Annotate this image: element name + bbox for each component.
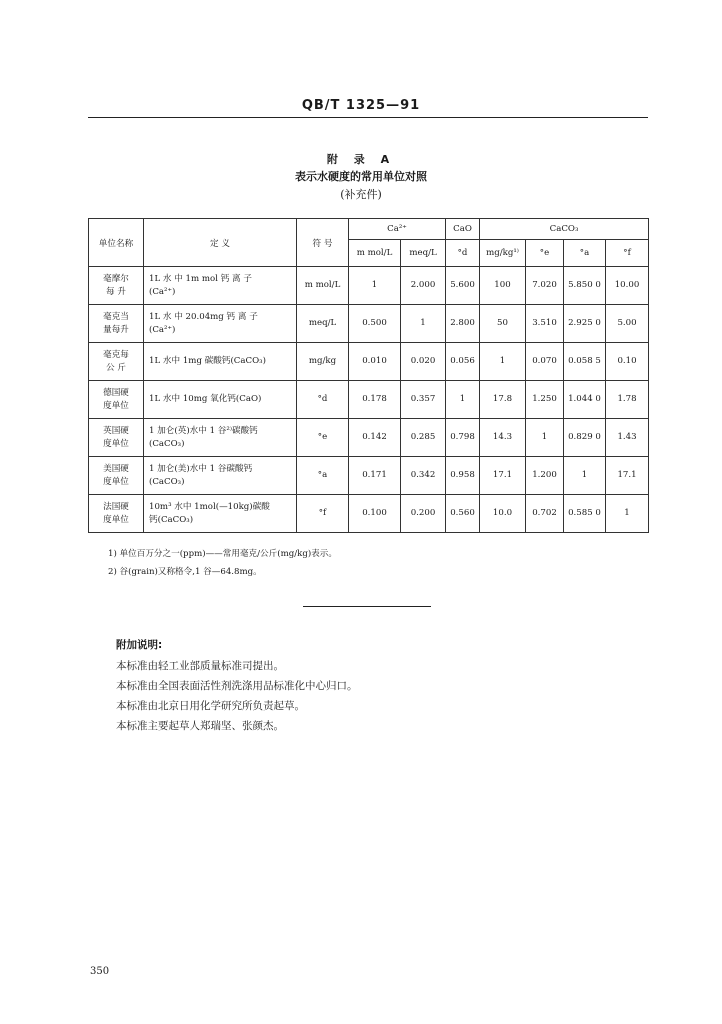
subheader-cell: °a — [564, 240, 606, 267]
table-row — [89, 381, 649, 419]
symbol-cell: °a — [297, 457, 349, 495]
value-cell: 2.925 0 — [564, 305, 606, 343]
value-cell: 0.171 — [349, 457, 401, 495]
table-row — [89, 305, 649, 343]
value-cell: 1 — [526, 419, 564, 457]
value-cell: 17.8 — [480, 381, 526, 419]
subheader-cell: °d — [446, 240, 480, 267]
value-cell: 0.702 — [526, 495, 564, 533]
value-cell: 1 — [606, 495, 649, 533]
unit-name-line: 量每升 — [103, 324, 129, 335]
unit-name-line: 度单位 — [103, 514, 129, 525]
table-row — [89, 343, 649, 381]
value-cell: 0.142 — [349, 419, 401, 457]
value-cell: 5.850 0 — [564, 267, 606, 305]
additional-note-line: 本标准由全国表面活性剂洗涤用品标准化中心归口。 — [116, 680, 358, 692]
definition-line: (Ca²⁺) — [149, 324, 176, 335]
value-cell: 0.585 0 — [564, 495, 606, 533]
value-cell: 1 — [564, 457, 606, 495]
value-cell: 2.800 — [446, 305, 480, 343]
unit-name-line: 德国硬 — [103, 387, 129, 398]
value-cell: 0.10 — [606, 343, 649, 381]
table-row — [89, 419, 649, 457]
definition-line: (CaCO₃) — [149, 476, 185, 487]
definition-cell — [144, 267, 297, 305]
subheader-cell: °f — [606, 240, 649, 267]
header-definition: 定 义 — [144, 219, 297, 267]
unit-name-line: 每 升 — [106, 286, 126, 297]
definition-line: 钙(CaCO₃) — [149, 514, 194, 525]
value-cell: 2.000 — [401, 267, 446, 305]
value-cell: 0.070 — [526, 343, 564, 381]
value-cell: 50 — [480, 305, 526, 343]
value-cell: 1 — [446, 381, 480, 419]
additional-note-line: 本标准由轻工业部质量标准司提出。 — [116, 660, 284, 672]
definition-line: 10m³ 水中 1mol(—10kg)碳酸 — [149, 501, 270, 512]
definition-line: (CaCO₃) — [149, 438, 185, 449]
symbol-cell: °e — [297, 419, 349, 457]
value-cell: 0.798 — [446, 419, 480, 457]
document-code: QB/T 1325—91 — [301, 98, 421, 113]
symbol-cell: °f — [297, 495, 349, 533]
unit-name-line: 度单位 — [103, 400, 129, 411]
value-cell: 1.78 — [606, 381, 649, 419]
footnote-1: 1) 单位百万分之一(ppm)——常用毫克/公斤(mg/kg)表示。 — [108, 549, 337, 559]
definition-cell — [144, 305, 297, 343]
annex-subtitle: (补充件) — [340, 188, 382, 201]
symbol-cell: mg/kg — [297, 343, 349, 381]
header-unit-name: 单位名称 — [89, 219, 144, 267]
definition-line: 1 加仑(美)水中 1 谷碳酸钙 — [149, 463, 253, 474]
value-cell: 0.058 5 — [564, 343, 606, 381]
value-cell: 0.500 — [349, 305, 401, 343]
unit-name-line: 毫克每 — [103, 349, 129, 360]
unit-name-cell — [89, 457, 144, 495]
value-cell: 1.250 — [526, 381, 564, 419]
unit-name-line: 美国硬 — [103, 463, 129, 474]
unit-name-line: 度单位 — [103, 476, 129, 487]
header-group-ca: Ca²⁺ — [349, 219, 446, 240]
value-cell: 100 — [480, 267, 526, 305]
value-cell: 1 — [480, 343, 526, 381]
subheader-cell: m mol/L — [349, 240, 401, 267]
footnote-2: 2) 谷(grain)又称格令,1 谷—64.8mg。 — [108, 567, 262, 577]
header-rule — [88, 117, 648, 118]
unit-name-cell — [89, 495, 144, 533]
unit-name-line: 度单位 — [103, 438, 129, 449]
header-symbol: 符 号 — [297, 219, 349, 267]
symbol-cell: meq/L — [297, 305, 349, 343]
unit-name-line: 英国硬 — [103, 425, 129, 436]
section-separator — [303, 606, 431, 607]
unit-name-cell — [89, 343, 144, 381]
unit-name-line: 毫克当 — [103, 311, 129, 322]
value-cell: 1.43 — [606, 419, 649, 457]
additional-note-line: 本标准主要起草人郑瑞坚、张颜杰。 — [116, 720, 284, 732]
value-cell: 10.0 — [480, 495, 526, 533]
value-cell: 0.200 — [401, 495, 446, 533]
value-cell: 0.342 — [401, 457, 446, 495]
header-group-caco3: CaCO₃ — [480, 219, 649, 240]
definition-cell — [144, 343, 297, 381]
unit-name-line: 法国硬 — [103, 501, 129, 512]
value-cell: 3.510 — [526, 305, 564, 343]
definition-cell — [144, 381, 297, 419]
value-cell: 0.958 — [446, 457, 480, 495]
value-cell: 17.1 — [606, 457, 649, 495]
annex-label: 附 录 A — [326, 153, 396, 166]
definition-line: 1 加仑(英)水中 1 谷²⁾碳酸钙 — [149, 425, 258, 436]
subheader-cell: °e — [526, 240, 564, 267]
unit-name-line: 公 斤 — [106, 362, 126, 373]
value-cell: 0.100 — [349, 495, 401, 533]
symbol-cell: m mol/L — [297, 267, 349, 305]
definition-line: 1L 水 中 20.04mg 钙 离 子 — [149, 311, 258, 322]
unit-name-cell — [89, 381, 144, 419]
symbol-cell: °d — [297, 381, 349, 419]
value-cell: 1 — [349, 267, 401, 305]
value-cell: 7.020 — [526, 267, 564, 305]
value-cell: 10.00 — [606, 267, 649, 305]
table-row — [89, 457, 649, 495]
definition-cell — [144, 457, 297, 495]
value-cell: 0.285 — [401, 419, 446, 457]
table-row — [89, 267, 649, 305]
value-cell: 0.020 — [401, 343, 446, 381]
additional-notes-title: 附加说明: — [116, 639, 163, 651]
unit-name-cell — [89, 305, 144, 343]
unit-name-cell — [89, 267, 144, 305]
definition-cell — [144, 419, 297, 457]
value-cell: 0.829 0 — [564, 419, 606, 457]
value-cell: 1.044 0 — [564, 381, 606, 419]
table-row — [89, 495, 649, 533]
definition-line: (Ca²⁺) — [149, 286, 176, 297]
annex-title: 表示水硬度的常用单位对照 — [295, 170, 427, 183]
value-cell: 0.560 — [446, 495, 480, 533]
subheader-cell: meq/L — [401, 240, 446, 267]
unit-name-cell — [89, 419, 144, 457]
value-cell: 5.00 — [606, 305, 649, 343]
definition-cell — [144, 495, 297, 533]
hardness-units-table — [88, 218, 649, 533]
value-cell: 0.056 — [446, 343, 480, 381]
additional-note-line: 本标准由北京日用化学研究所负责起草。 — [116, 700, 305, 712]
value-cell: 5.600 — [446, 267, 480, 305]
page-number: 350 — [90, 966, 110, 977]
value-cell: 0.357 — [401, 381, 446, 419]
value-cell: 0.010 — [349, 343, 401, 381]
unit-name-line: 毫摩尔 — [103, 273, 129, 284]
value-cell: 17.1 — [480, 457, 526, 495]
value-cell: 1.200 — [526, 457, 564, 495]
value-cell: 0.178 — [349, 381, 401, 419]
header-group-cao: CaO — [446, 219, 480, 240]
value-cell: 14.3 — [480, 419, 526, 457]
definition-line: 1L 水中 1mg 碳酸钙(CaCO₃) — [149, 356, 266, 366]
subheader-cell: mg/kg¹⁾ — [480, 240, 526, 267]
definition-line: 1L 水中 10mg 氧化钙(CaO) — [149, 394, 262, 404]
value-cell: 1 — [401, 305, 446, 343]
definition-line: 1L 水 中 1m mol 钙 离 子 — [149, 273, 252, 284]
